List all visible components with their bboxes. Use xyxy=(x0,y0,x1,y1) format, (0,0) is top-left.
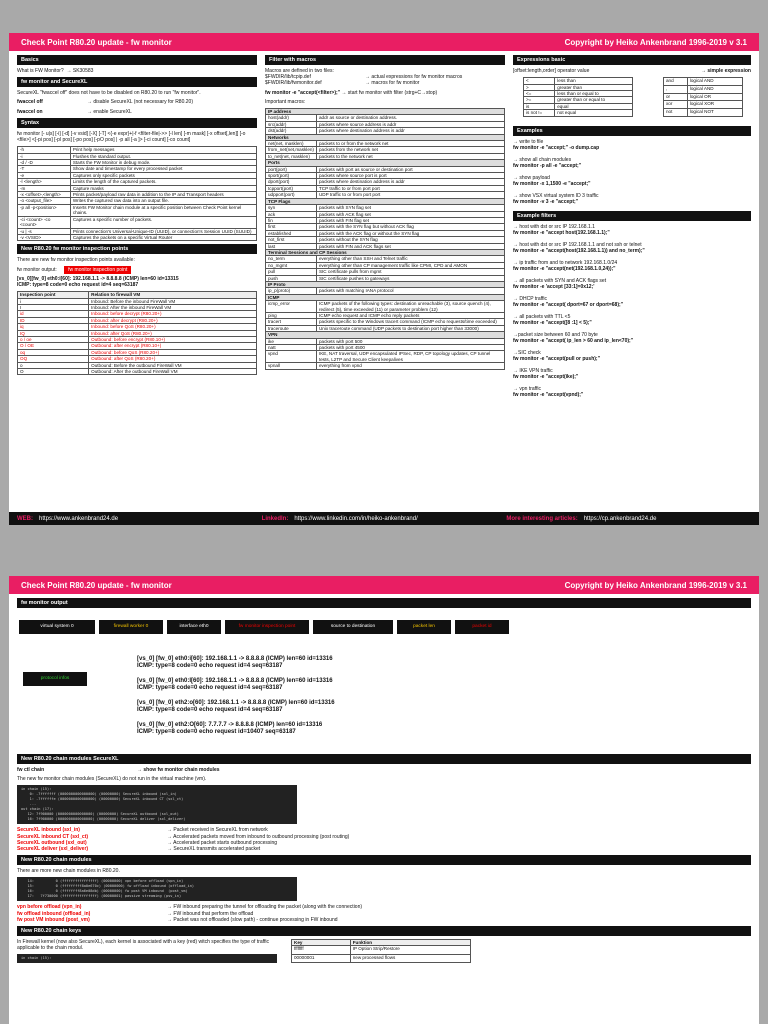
inspection-table: Inspection point Relation to firewall VM i Inbound: Before the inbound FireWall VM I Inbound: After the inbound FireWall VM id Inbound: before decrypt (R80.20+) ID Inbound: after decrypt (R80.20+) iq Inbound: before QoS (R80.20+) IQ Inbound: after QoS (R80.20+) o / oe Outbound: before encrypt (R80.10+) O / OE Outbound: after encrypt (R80.10+) oq Outbound: before QoS (R80.20+) OQ Outbound: after QoS (R80.20+) o Outbound: Before the outbound FireWall VM O Outbound: After the outbound FireWall VM xyxy=(17,291,257,375)
table-row: not_first packets without the SYN flag xyxy=(266,237,505,243)
table-row: ike packets with port 500 xyxy=(266,338,505,344)
table-row: iq Inbound: before QoS (R80.20+) xyxy=(18,324,257,330)
table-row: src(addr) packets where source address is addr xyxy=(266,121,505,127)
insp-out-label: fw monitor output: xyxy=(17,266,57,273)
table-row: from_net(net,masklen) packets from the network net xyxy=(266,147,505,153)
sk-link[interactable]: → SK30583 xyxy=(66,68,94,74)
section-expressions: Expressions basic xyxy=(513,55,751,65)
keys-table: Key Funktion ffffffff IP Option Strip/Restore 00000001 new processed flows xyxy=(291,939,471,963)
fwaccel-on-cmd: fwaccel on xyxy=(17,108,43,115)
table-row: sport(port) packets where source port is port xyxy=(266,173,505,179)
section-examples: Examples xyxy=(513,126,751,136)
table-row: OQ Outbound: after QoS (R80.20+) xyxy=(18,356,257,362)
table-row: -i Flushes the standard output. xyxy=(18,153,257,159)
table-row: O / OE Outbound: after encrypt (R80.10+) xyxy=(18,343,257,349)
table-row: i Inbound: Before the inbound FireWall VM xyxy=(18,298,257,304)
table-row: 00000001 new processed flows xyxy=(292,954,471,963)
example-item: → show payload fw monitor -x 1,1500 -e "accept;" xyxy=(513,174,591,187)
table-row: ID Inbound: after decrypt (R80.20+) xyxy=(18,317,257,323)
table-row: or logical OR xyxy=(664,93,743,101)
table-row: Terminal Sessions and CP Sessions xyxy=(266,249,505,255)
table-row: <= less than or equal to xyxy=(524,91,633,97)
table-row: not logical NOT xyxy=(664,108,743,116)
syntax-text: fw monitor [- u|s] [-i] [-d] [-v vsid] [-X] [-T] <{-e expr}+|-f <filter-file|->> [-l len] [-m mask] [-x offset[,len]] [-o <file>] <[-pi pos] [-pl pos] [-po pos] [-pO pos] | -p all [-a ]> [-ci count] [-co count] xyxy=(17,130,246,144)
table-row: I Inbound: After the inbound FireWall VM xyxy=(18,304,257,310)
example-item: →packet size between 60 and 70 byte fw monitor -e "accept( ip_len > 60 and ip_len<70);" xyxy=(513,331,634,344)
column-basics xyxy=(17,55,257,378)
table-row: < less than xyxy=(524,78,633,84)
table-row: traceroute Unix traceroute command (UDP packets to destination port higher than 33000) xyxy=(266,325,505,331)
section-syntax: Syntax xyxy=(17,118,257,128)
chain-item: SecureXL outbound (sxl_out) → Accelerated packet starts outbound processing xyxy=(17,839,278,846)
table-row: is equal xyxy=(524,103,633,109)
example-item: →SIC check fw monitor -e "accept(pull or push);" xyxy=(513,349,600,362)
table-row: first packets with the SYN flag but without ACK flag xyxy=(266,224,505,230)
insp-line1: [vs_0][fw_0] eth0:i[60]: 192.168.1.1 -> 8.8.8.8 (ICMP) len=60 id=13315 xyxy=(17,275,179,282)
table-row: icmp_error ICMP packets of the following types: destination unreachable (3), source quench (4), redirect (5), time exceeded (11) or parameter problem (12) xyxy=(266,301,505,313)
table-row: ip_p(proto) packets with matching IANA protocol xyxy=(266,288,505,294)
table-row: dport(port) packets where destination address is addr xyxy=(266,179,505,185)
table-row: oq Outbound: before QoS (R80.20+) xyxy=(18,349,257,355)
table-row: -e Captures only specific packets xyxy=(18,172,257,178)
syntax-table xyxy=(17,146,257,241)
table-row: id Inbound: before decrypt (R80.20+) xyxy=(18,311,257,317)
column-filter: Filter with macros Macros are defined in two files: $FWDIR/lib/tcpip.def → actual expressions for fw monitor macros $FWDIR/lib/fwmonitor.def → macros for fw monitor fw monitor -e "accept(<filter>);" → start fw monitor with filter (strg+C→stop) Important macros: IP address host(addr) addr as source or destination address. src(addr) packets where source address is addr dst(addr) packets where destination address is addr Networks net(net, masklen) packets to or from the network net from_net(net,masklen) packets from the network net to_net(net, masklen) packets to the network net Ports port(port) packets with port as source or destination port sport(port) packets where source port is port dport(port) packets where destination address is addr tcpport(port) TCP traffic to or from port port udpport(port) UDP traffic to or from port port TCP Flags syn packets with SYN flag set ack packets with ACK flag set fin packets with FIN flag set first packets with the SYN flag but without ACK flag established packets with the ACK flag or without the SYN flag not_first packets without the SYN flag last packets with FIN and ACK flags set Terminal Sessions and CP Sessions no_term everything other than SSH and Telnet traffic no_mgmt everything other than CP management traffic like CPMI, CPD and AMON pull SIC certificate pulls from mgmt push SIC certificate pushes to gateways IP Proto ip_p(proto) packets with matching IANA protocol ICMP icmp_error ICMP packets of the following types: destination unreachable (3), source quench (4), redirect (5), time exceeded (11) or parameter problem (12) ping ICMP echo request and ICMP echo reply packets tracert packets specific to the Windows tracert command (ICMP echo requests/time exceeded) traceroute Unix traceroute command (UDP packets to destination port higher than 33000) VPN ike packets with port 500 natt packets with port 4500 vpnd IKE, NAT traversal, UDP encapsulated IPSec, RDP, CP topology updates, CP tunnel tests, L2TP and Secure Client keepalives vpnall everything from vpnd xyxy=(265,55,505,373)
section-filter: Filter with macros xyxy=(265,55,505,65)
examples-list xyxy=(513,139,751,205)
table-row: to_net(net, masklen) packets to the network net xyxy=(266,153,505,159)
insp-line2: ICMP: type=8 code=0 echo request id=4 seq=63187 xyxy=(17,281,139,288)
filter-intro: Macros are defined in two files: xyxy=(265,68,334,74)
table-row: -o <output_file> Writes the captured raw data into an output file. xyxy=(18,198,257,204)
table-row: ffffffff IP Option Strip/Restore xyxy=(292,946,471,955)
table-row: fin packets with FIN flag set xyxy=(266,217,505,223)
chain-item: SecureXL deliver (sxl_deliver) → SecureXL transmits accelerated packet xyxy=(17,846,261,853)
linkedin-link[interactable]: https://www.linkedin.com/in/heiko-ankenbrand/ xyxy=(294,515,418,522)
table-row: ping ICMP echo request and ICMP echo reply packets xyxy=(266,313,505,319)
chain-item: SecureXL inbound (sxl_in) → Packet received in SecureXL from network xyxy=(17,827,268,834)
example-item: → write to file fw monitor -e "accept;" -o dump.cap xyxy=(513,138,600,151)
important-macros: Important macros: xyxy=(265,98,306,105)
table-row: -u | -s Prints connection's Universal-Unique-ID (UUID), or connection's Session UUID (SUUID) xyxy=(18,228,257,234)
fwaccel-off-desc: → disable SecureXL (not necessary for R80.20) xyxy=(87,99,193,106)
insp-intro: There are new fw monitor inspection points available: xyxy=(17,257,135,264)
table-row: -p all -p<position> Inserts FW Monitor chain module at a specific position between Check Point kernel chains. xyxy=(18,204,257,216)
page-two xyxy=(9,576,759,1024)
table-row: Ports xyxy=(266,160,505,166)
column-expressions: Expressions basic [offset:length,order] operator value → simple expression < less than > greater than <= less than or equal to >= greater than or equal to is equal is not != not equal and logical AND , logical AND or logical OR xor logical XOR not logical NOT Examples → write to file fw monitor -e "accept;" -o dump.cap → show all chain modules fw monitor -p all -e "accept;" → show payload fw monitor -x 1,1500 -e "accept;" → show VSX virtual system ID 3 traffic fw monitor -v 3 -e "accept;" Example filters → host with dst or src IP 192.168.1.1 fw monitor -e "accept host(192.168.1.1);" → host with dst or src IP 192.168.1.1 and not ssh or telnet fw monitor -e "accept(host(192.168.1.1)) and no_term);" → ip traffic from and to network 192.168.1.0/24 fw monitor -e "accept(net(192.168.1.0,24));" → all packets with SYN and ACK flags set fw monitor -e 'accept [33:1]=0x12;' → DHCP traffic fw monitor -e "accept( dport=67 or dport=68);" → all packets with TTL <5 fw monitor -e "accept([8 :1] < 5);" →packet size between 60 and 70 byte fw monitor -e "accept( ip_len > 60 and ip_len<70);" →SIC check fw monitor -e "accept(pull or push);" → IKE VPN traffic fw monitor -e "accept(ike);" → vpn traffic fw monitor -e "accept(vpnd);" xyxy=(513,57,751,398)
table-row: port(port) packets with port as source or destination port xyxy=(266,166,505,172)
table-row: > greater than xyxy=(524,84,633,90)
table-row: is not != not equal xyxy=(524,110,633,116)
table-row: -v <VSID> Captures the packets on a specific Virtual Router xyxy=(18,234,257,240)
chain-item: fw post VM inbound (post_vm) → Packet was not offloaded (slow path) - continue processing in FW inbound xyxy=(17,916,338,923)
example-item: → host with dst or src IP 192.168.1.1 fw monitor -e "accept host(192.168.1.1);" xyxy=(513,223,610,236)
table-row: push SIC certificate pushes to gateways xyxy=(266,275,505,281)
securexl-note: SecureXL "fwaccel off" does not have to be disabled on R80.20 to run "fw monitor". xyxy=(17,90,201,97)
table-row: tracert packets specific to the Windows tracert command (ICMP echo requests/time exceeded) xyxy=(266,319,505,325)
table-row: VPN xyxy=(266,332,505,338)
table-row: established packets with the ACK flag or without the SYN flag xyxy=(266,230,505,236)
fwaccel-on-desc: → enable SecureXL xyxy=(87,108,132,115)
example-item: → DHCP traffic fw monitor -e "accept( dport=67 or dport=68);" xyxy=(513,295,624,308)
example-item: → host with dst or src IP 192.168.1.1 and not ssh or telnet fw monitor -e "accept(host(192.168.1.1)) and no_term);" xyxy=(513,241,645,254)
table-row: o / oe Outbound: before encrypt (R80.10+) xyxy=(18,336,257,342)
table-row: O Outbound: After the outbound FireWall VM xyxy=(18,369,257,375)
table-row: tcpport(port) TCP traffic to or from port port xyxy=(266,185,505,191)
table-row: ICMP xyxy=(266,294,505,300)
table-row: host(addr) addr as source or destination address. xyxy=(266,115,505,121)
table-row: ack packets with ACK flag set xyxy=(266,211,505,217)
output-lines: [vs_0] [fw_0] eth0:i[60]: 192.168.1.1 -> 8.8.8.8 (ICMP) len=60 id=13316 ICMP: type=8 code=0 echo request id=4 seq=63187 [vs_0] [fw_0] eth0:I[60]: 192.168.1.1 -> 8.8.8.8 (ICMP) len=60 id=13316 ICMP: type=8 code=0 echo request id=4 seq=63187 [vs_0] [fw_0] eth2:o[60]: 192.168.1.1 -> 8.8.8.8 (ICMP) len=60 id=13316 ICMP: type=8 code=0 echo request id=4 seq=63187 [vs_0] [fw_0] eth2:O[60]: 7.7.7.7 -> 8.8.8.8 (ICMP) len=60 id=13316 ICMP: type=8 code=0 echo request id=10407 seq=63187 xyxy=(137,656,335,735)
table-row: pull SIC certificate pulls from mgmt xyxy=(266,269,505,275)
chain-code-1: in chain (15): 0: -7fffffff (0000000000000000) (00000000) SecureXL inbound (sxl_in) 1: -7ffffffe (0000000000000000) (00000000) SecureXL inbound CT (sxl_ct) ... out chain (17): 12: 7f900000 (0000000000000000) (00000000) SecureXL outbound (sxl_out) 16: 7f900000 (0000000000000000) (00000000) SecureXL deliver (sxl_deliver) xyxy=(17,785,297,824)
filters-list xyxy=(513,224,751,398)
footer-bar: WEB: https://www.ankenbrand24.de LinkedIn: https://www.linkedin.com/in/heiko-ankenbrand/ More interesting articles: https://cp.ankenbrand24.de xyxy=(9,512,759,525)
header-bar xyxy=(9,33,759,51)
fwaccel-off-cmd: fwaccel off xyxy=(17,99,43,106)
example-item: → show VSX virtual system ID 3 traffic fw monitor -v 3 -e "accept;" xyxy=(513,192,599,205)
table-row: no_term everything other than SSH and Telnet traffic xyxy=(266,256,505,262)
page-title: Check Point R80.20 update - fw monitor xyxy=(21,37,172,47)
what-is-text: What is FW Monitor? xyxy=(17,68,64,74)
section-output: fw monitor output xyxy=(17,598,751,608)
table-row: -m Capture masks xyxy=(18,185,257,191)
table-row: vpnd IKE, NAT traversal, UDP encapsulated IPSec, RDP, CP topology updates, CP tunnel tests, L2TP and Secure Client keepalives xyxy=(266,351,505,363)
more-link[interactable]: https://cp.ankenbrand24.de xyxy=(583,515,657,522)
example-item: → IKE VPN traffic fw monitor -e "accept(ike);" xyxy=(513,367,579,380)
table-row: xor logical XOR xyxy=(664,101,743,109)
chain-item: fw offload inbound (offload_in) → FW inbound that perform the offload xyxy=(17,910,254,917)
chain-item: SecureXL inbound CT (sxl_ct) → Accelerated packets moved from inbound to outbound processing (post routing) xyxy=(17,833,350,840)
example-item: → all packets with TTL <5 fw monitor -e "accept([8 :1] < 5);" xyxy=(513,313,592,326)
table-row: syn packets with SYN flag set xyxy=(266,205,505,211)
operator-table xyxy=(523,77,633,116)
table-row: last packets with FIN and ACK flags set xyxy=(266,243,505,249)
table-row: no_mgmt everything other than CP management traffic like CPMI, CPD and AMON xyxy=(266,262,505,268)
macro-table xyxy=(265,108,505,370)
table-row: dst(addr) packets where destination address is addr xyxy=(266,128,505,134)
table-row: net(net, masklen) packets to or from the network net xyxy=(266,141,505,147)
table-row: Networks xyxy=(266,134,505,140)
output-badges: virtual system 0 firewall worker 0 interface eth0 fw monitor inspection point source to destination packet len packet id xyxy=(19,620,749,636)
header-bar-2: Check Point R80.20 update - fw monitor Copyright by Heiko Ankenbrand 1996-2019 v 3.1 xyxy=(9,576,759,594)
table-row: udpport(port) UDP traffic to or from port port xyxy=(266,192,505,198)
table-row: -l <length> Limits the length of the captured packets. xyxy=(18,179,257,185)
table-row: TCP Flags xyxy=(266,198,505,204)
table-row: , logical AND xyxy=(664,85,743,93)
section-filters: Example filters xyxy=(513,211,751,221)
table-row: -d / -D Starts the FW Monitor in debug mode. xyxy=(18,160,257,166)
web-link[interactable]: https://www.ankenbrand24.de xyxy=(39,515,119,522)
section-basics: Basics xyxy=(17,55,257,65)
section-securexl: fw monitor and SecureXL xyxy=(17,77,257,87)
table-row: -x <offset>,<length> Prints packet/payload raw data in addition to the IP and Transport headers xyxy=(18,192,257,198)
insp-badge: fw monitor inspection point xyxy=(64,266,131,274)
table-row: IQ Inbound: after QoS (R80.20+) xyxy=(18,330,257,336)
securexl-section: New R80.20 chain modules SecureXL fw ctl chain → show fw monitor chain modules The new fw monitor chain modules (SecureXL) do not run in the virtual machine (vm). in chain (15): 0: -7fffffff (0000000000000000) (00000000) SecureXL inbound (sxl_in) 1: -7ffffffe (0000000000000000) (00000000) SecureXL inbound CT (sxl_ct) ... out chain (17): 12: 7f900000 (0000000000000000) (00000000) SecureXL outbound (sxl_out) 16: 7f900000 (0000000000000000) (00000000) SecureXL deliver (sxl_deliver) SecureXL inbound (sxl_in) → Packet received in SecureXL from network SecureXL inbound CT (sxl_ct) → Accelerated packets moved from inbound to outbound processing (post routing) SecureXL outbound (sxl_out) → Accelerated packet starts outbound processing SecureXL deliver (sxl_deliver) → SecureXL transmits accelerated packet New R80.20 chain modules There are more new chain modules in R80.20. 14: 0 (ffffffffffffffff) (00000000) vpn before offload (vpn_in) 15: 0 (fffffffff8a0e670c) (00000000) fw offload inbound (offload_in) 16: 0 (ffffffff8a6e08db) (00000000) fw post VM inbound (post_vm) 17: 7f730000 (ffffffffffffffff) (00000001) passive streaming (psv_in) vpn before offload (vpn_in) → FW inbound preparing the tunnel for offloading the packet (along with the connection) fw offload inbound (offload_in) → FW inbound that perform the offload fw post VM inbound (post_vm) → Packet was not offloaded (slow path) - continue processing in FW inbound New R80.20 chain keys In Firewall kernel (now also SecureXL), each kernel is associated with a key (red) witch specifies the type of traffic applicable to the chain modul. in chain (15): Key Funktion ffffffff IP Option Strip/Restore 00000001 new processed flows xyxy=(17,754,751,966)
table-row: IP address xyxy=(266,109,505,115)
table-row: vpnall everything from vpnd xyxy=(266,363,505,369)
example-item: → ip traffic from and to network 192.168.1.0/24 fw monitor -e "accept(net(192.168.1.0,24));" xyxy=(513,259,618,272)
copyright: Copyright by Heiko Ankenbrand 1996-2019 v 3.1 xyxy=(564,37,747,47)
example-item: → show all chain modules fw monitor -p all -e "accept;" xyxy=(513,156,582,169)
chain-item: vpn before offload (vpn_in) → FW inbound preparing the tunnel for offloading the packet (along with the connection) xyxy=(17,904,363,911)
page-one xyxy=(9,33,759,525)
table-row: and logical AND xyxy=(664,78,743,86)
table-row: o Outbound: Before the outbound FireWall VM xyxy=(18,362,257,368)
chain-code-2: 14: 0 (ffffffffffffffff) (00000000) vpn before offload (vpn_in) 15: 0 (fffffffff8a0e670c) (00000000) fw offload inbound (offload_in) 16: 0 (ffffffff8a6e08db) (00000000) fw post VM inbound (post_vm) 17: 7f730000 (ffffffffffffffff) (00000001) passive streaming (psv_in) xyxy=(17,877,297,901)
example-item: → all packets with SYN and ACK flags set fw monitor -e 'accept [33:1]=0x12;' xyxy=(513,277,607,290)
section-inspection: New R80.20 fw monitor inspection points xyxy=(17,244,257,254)
table-row: -T Show date and timestamp for every processed packet xyxy=(18,166,257,172)
table-row: -h Print help messages xyxy=(18,147,257,153)
table-row: natt packets with port 4500 xyxy=(266,345,505,351)
table-row: >= greater than or equal to xyxy=(524,97,633,103)
protocol-badge: protocol infos xyxy=(23,672,87,686)
table-row: -ci <count> -co <count> Captures a specific number of packets. xyxy=(18,216,257,228)
example-item: → vpn traffic fw monitor -e "accept(vpnd);" xyxy=(513,385,584,398)
table-row: IP Proto xyxy=(266,281,505,287)
logic-table xyxy=(663,77,743,116)
